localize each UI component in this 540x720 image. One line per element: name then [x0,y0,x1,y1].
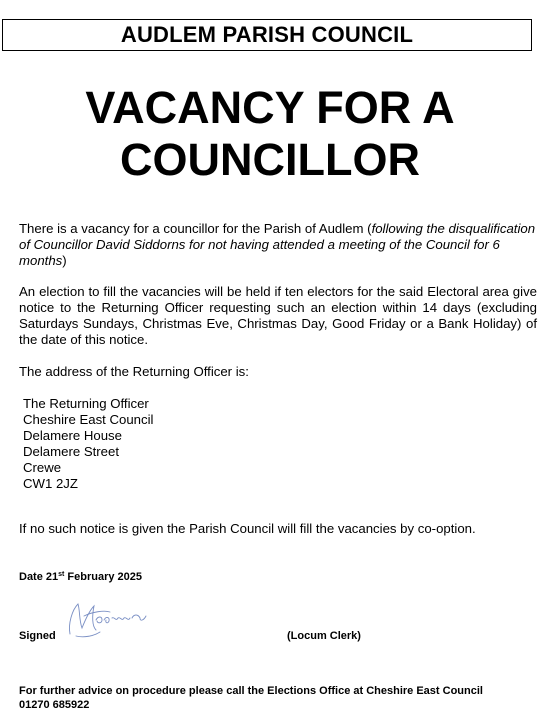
clerk-role: (Locum Clerk) [287,630,361,642]
address-line: Delamere House [23,428,122,443]
notice-date [19,568,142,584]
date-prefix: Date 21 [19,571,59,583]
footer-phone: 01270 685922 [19,699,90,711]
signed-label: Signed [19,630,56,642]
vacancy-text-end: ) [62,253,67,268]
co-option-paragraph: If no such notice is given the Parish Council will fill the vacancies by co-option. [19,521,476,536]
address-line: Cheshire East Council [23,412,154,427]
address-intro: The address of the Returning Officer is: [19,364,249,379]
returning-officer-address [23,396,153,492]
date-rest: February 2025 [64,571,143,583]
title-line-1: VACANCY FOR A [85,82,455,133]
address-line: CW1 2JZ [23,476,78,491]
address-line: The Returning Officer [23,396,149,411]
vacancy-reason: following the disqualification of Councillor David Siddorns for not having attended a meeting of the Council for 6 months [19,221,536,268]
vacancy-paragraph [19,221,537,269]
advice-footer [19,684,534,712]
election-paragraph: An election to fill the vacancies will be held if ten electors for the said Electoral area give notice to the Returning Officer requesting such an election within 14 days (excluding Saturdays Sundays, Christmas Eve, Christmas Day, Good Friday or a Bank Holiday) of the date of this notice. [19,284,537,347]
notice-title [0,82,540,186]
address-line: Crewe [23,460,62,475]
footer-line-1: For further advice on procedure please call the Elections Office at Cheshire East Council [19,685,483,697]
council-name-box [2,19,532,51]
date-ordinal: st [58,571,65,578]
council-name: AUDLEM PARISH COUNCIL [120,22,414,47]
vacancy-text: There is a vacancy for a councillor for the Parish of Audlem ( [19,221,372,236]
address-line: Delamere Street [23,444,120,459]
clerk-signature [62,596,152,640]
title-line-2: COUNCILLOR [120,134,420,185]
